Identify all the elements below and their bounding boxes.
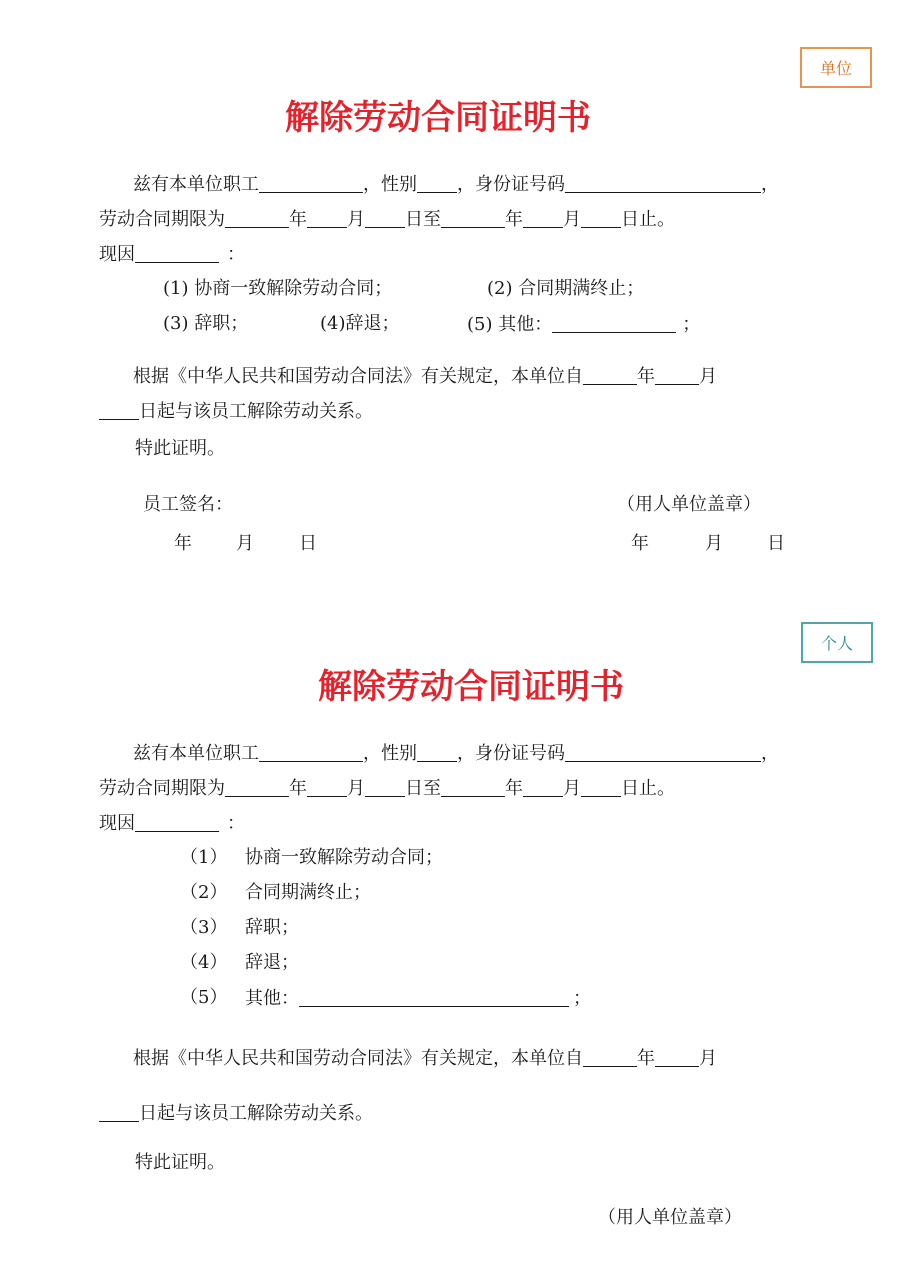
doc-title-individual: 解除劳动合同证明书	[318, 667, 624, 707]
blank-gender[interactable]	[417, 172, 457, 193]
tag-individual: 个人	[801, 622, 873, 663]
line-contract-term: 劳动合同期限为 年 月 日至 年 月 日止。	[99, 209, 675, 230]
blank-release-day-2[interactable]	[99, 1101, 139, 1122]
line-reason: 现因 ：	[99, 244, 245, 265]
blank-id-number-2[interactable]	[565, 741, 761, 762]
company-seal-label-2: （用人单位盖章）	[598, 1207, 742, 1228]
option-1: (1) 协商一致解除劳动合同；	[163, 278, 393, 299]
blank-start-month[interactable]	[307, 207, 347, 228]
seal-date-year: 年	[631, 533, 649, 554]
blank-reason-2[interactable]	[135, 811, 219, 832]
blank-other-reason-2[interactable]	[299, 986, 569, 1007]
line-employee-info: 兹有本单位职工 ，性别 ，身份证号码 ，	[133, 174, 779, 195]
blank-start-month-2[interactable]	[307, 776, 347, 797]
line-legal-basis-2: 根据《中华人民共和国劳动合同法》有关规定，本单位自 年 月	[133, 1048, 717, 1069]
blank-end-month-2[interactable]	[523, 776, 563, 797]
blank-end-year-2[interactable]	[441, 776, 505, 797]
option-text-4: 辞退；	[245, 952, 299, 973]
blank-release-month-2[interactable]	[655, 1046, 699, 1067]
seal-date-day: 日	[767, 533, 785, 554]
option-4: (4)辞退；	[320, 313, 400, 334]
option-text-2: 合同期满终止；	[245, 882, 371, 903]
company-seal-label: （用人单位盖章）	[617, 494, 761, 515]
line-release: 日起与该员工解除劳动关系。	[99, 399, 373, 424]
blank-reason[interactable]	[135, 242, 219, 263]
option-num-1: （1）	[180, 847, 228, 868]
option-num-3: （3）	[180, 917, 228, 938]
blank-start-year-2[interactable]	[225, 776, 289, 797]
blank-release-month[interactable]	[655, 364, 699, 385]
option-text-1: 协商一致解除劳动合同；	[245, 847, 443, 868]
blank-end-year[interactable]	[441, 207, 505, 228]
blank-name[interactable]	[259, 172, 363, 193]
option-num-4: （4）	[180, 952, 228, 973]
employee-signature-label: 员工签名：	[143, 494, 233, 515]
blank-id-number[interactable]	[565, 172, 761, 193]
sign-date-year: 年	[174, 533, 192, 554]
blank-release-year-2[interactable]	[583, 1046, 637, 1067]
option-2: (2) 合同期满终止；	[487, 278, 645, 299]
option-text-3: 辞职；	[245, 917, 299, 938]
blank-start-year[interactable]	[225, 207, 289, 228]
blank-end-month[interactable]	[523, 207, 563, 228]
blank-release-year[interactable]	[583, 364, 637, 385]
blank-name-2[interactable]	[259, 741, 363, 762]
option-num-5: （5）	[180, 987, 228, 1008]
blank-start-day-2[interactable]	[365, 776, 405, 797]
blank-start-day[interactable]	[365, 207, 405, 228]
sign-date-month: 月	[236, 533, 254, 554]
blank-gender-2[interactable]	[417, 741, 457, 762]
certify-text: 特此证明。	[135, 438, 225, 459]
line-employee-info-2: 兹有本单位职工 ，性别 ，身份证号码 ，	[133, 743, 779, 764]
line-reason-2: 现因 ：	[99, 813, 245, 834]
doc-title-org: 解除劳动合同证明书	[285, 98, 591, 138]
blank-end-day-2[interactable]	[581, 776, 621, 797]
line-release-2: 日起与该员工解除劳动关系。	[99, 1101, 373, 1126]
line-contract-term-2: 劳动合同期限为 年 月 日至 年 月 日止。	[99, 778, 675, 799]
line-legal-basis: 根据《中华人民共和国劳动合同法》有关规定，本单位自 年 月	[133, 366, 717, 387]
blank-end-day[interactable]	[581, 207, 621, 228]
option-text-5: 其他： ；	[245, 988, 591, 1009]
seal-date-month: 月	[705, 533, 723, 554]
blank-release-day[interactable]	[99, 399, 139, 420]
option-5: (5) 其他： ；	[467, 314, 701, 335]
blank-other-reason[interactable]	[552, 312, 676, 333]
certify-text-2: 特此证明。	[135, 1152, 225, 1173]
option-num-2: （2）	[180, 882, 228, 903]
sign-date-day: 日	[299, 533, 317, 554]
tag-org: 单位	[800, 47, 872, 88]
option-3: (3) 辞职；	[163, 313, 249, 334]
